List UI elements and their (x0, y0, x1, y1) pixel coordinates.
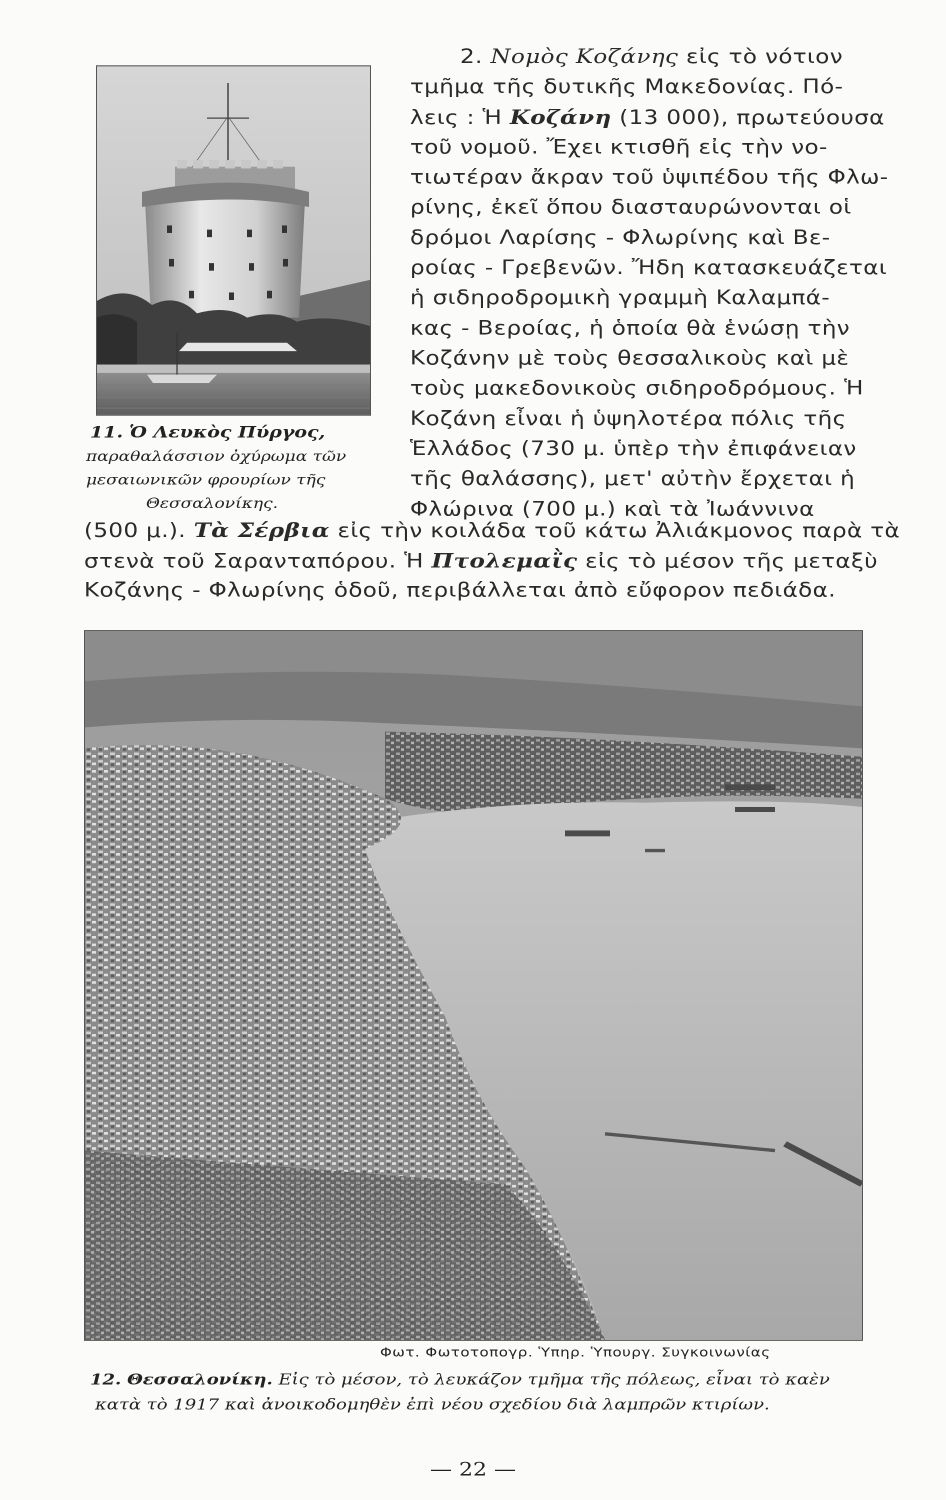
text-line: ρίνης, ἐκεῖ ὅπου διασταυρώνονται οἱ (410, 196, 852, 219)
text-line: λεις : Ἡ Κοζάνη (13 000), πρωτεύουσα (410, 106, 885, 130)
caption-line: μεσαιωνικῶν φρουρίων τῆς (86, 471, 326, 489)
text-line: τοῦ νομοῦ. Ἔχει κτισθῆ εἰς τὴν νο- (410, 136, 828, 159)
text-line: Κοζάνην μὲ τοὺς θεσσαλικοὺς καὶ μὲ (410, 347, 850, 370)
caption-line: παραθαλάσσιον ὀχύρωμα τῶν (86, 448, 347, 466)
text-line: Κοζάνη εἶναι ἡ ὑψηλοτέρα πόλις τῆς (410, 408, 847, 430)
caption-line: κατὰ τὸ 1917 καὶ ἀνοικοδομηθὲν ἐπὶ νέου σχεδίου διὰ λαμπρῶν κτιρίων. (95, 1396, 770, 1414)
text-line: δρόμοι Λαρίσης - Φλωρίνης καὶ Βε- (410, 227, 831, 249)
page-number: — 22 — (430, 1459, 516, 1481)
thessaloniki-aerial-photo (84, 630, 863, 1341)
text-line: Φλώρινα (700 μ.) καὶ τὰ Ἰωάννινα (410, 498, 815, 521)
text-line: κας - Βεροίας, ἡ ὁποία θὰ ἑνώσῃ τὴν (410, 317, 851, 340)
caption-line: 12. Θεσσαλονίκη. Εἰς τὸ μέσον, τὸ λευκάζον τμῆμα τῆς πόλεως, εἶναι τὸ καὲν (90, 1370, 830, 1389)
text-line: τῆς θαλάσσης), μετ' αὐτὴν ἔρχεται ἡ (410, 468, 856, 491)
text-line: τιωτέραν ἄκραν τοῦ ὑψιπέδου τῆς Φλω- (410, 166, 889, 189)
figure-title: Ὁ Λευκὸς Πύργος, (129, 423, 326, 442)
photo-credit: Φωτ. Φωτοτοπογρ. Ὑπηρ. Ὑπουργ. Συγκοινωνίας (380, 1344, 771, 1361)
white-tower-photo (96, 65, 371, 415)
text-line: ροίας - Γρεβενῶν. Ἤδη κατασκευάζεται (410, 257, 888, 280)
text-line: Ἑλλάδος (730 μ. ὑπὲρ τὴν ἐπιφάνειαν (410, 438, 857, 461)
text-line: (500 μ.). Τὰ Σέρβια εἰς τὴν κοιλάδα τοῦ κάτω Ἀλιάκμονος παρὰ τὰ (84, 519, 901, 543)
text-line: στενὰ τοῦ Σαρανταπόρου. Ἡ Πτολεμαῒς εἰς τὸ μέσον τῆς μεταξὺ (84, 549, 878, 573)
text-line: ἡ σιδηροδρομικὴ γραμμὴ Καλαμπά- (410, 287, 831, 310)
text-line: Κοζάνης - Φλωρίνης ὁδοῦ, περιβάλλεται ἀπὸ εὔφορον πεδιάδα. (84, 579, 836, 602)
text-line: τμῆμα τῆς δυτικῆς Μακεδονίας. Πό- (410, 76, 844, 99)
text-line: 2. Νομὸς Κοζάνης εἰς τὸ νότιον (460, 46, 843, 68)
text-line: τοὺς μακεδονικοὺς σιδηροδρόμους. Ἡ (410, 377, 864, 400)
caption-line: Θεσσαλονίκης. (146, 495, 279, 513)
figure-number: 11. (90, 423, 124, 442)
